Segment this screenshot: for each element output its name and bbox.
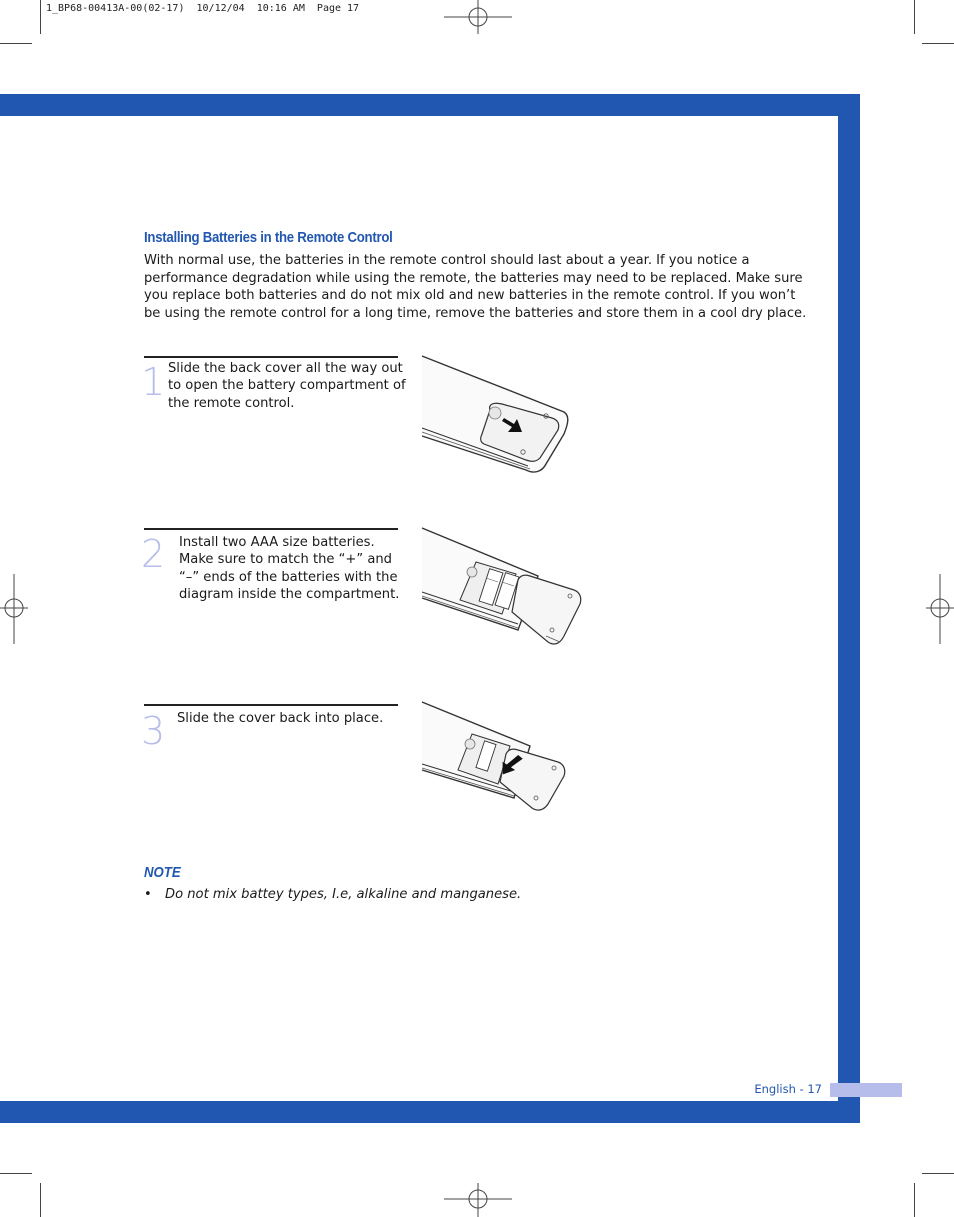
crop-mark-top-right-h bbox=[922, 43, 954, 44]
step-2-number: 2 bbox=[141, 532, 166, 576]
step-1-line-3: the remote control. bbox=[168, 395, 295, 411]
step-2-rule bbox=[144, 528, 398, 530]
crop-mark-bottom-left-h bbox=[0, 1173, 32, 1174]
step-1-number: 1 bbox=[141, 360, 166, 404]
step-2-line-1: Install two AAA size batteries. bbox=[179, 535, 375, 550]
footer-tab bbox=[830, 1083, 902, 1097]
crop-mark-bottom-left-v bbox=[40, 1183, 41, 1217]
note-item-text: Do not mix battey types, I.e, alkaline and manganese. bbox=[165, 887, 522, 902]
step-2-line-2: Make sure to match the “+” and bbox=[179, 552, 392, 568]
section-title: Installing Batteries in the Remote Control bbox=[144, 229, 393, 246]
side-band bbox=[838, 94, 860, 1123]
note-item bbox=[144, 887, 521, 902]
header-band bbox=[0, 94, 860, 116]
step-2-line-3: “–” ends of the batteries with the bbox=[179, 569, 398, 585]
step-1-rule bbox=[144, 356, 398, 358]
registration-mark-top bbox=[444, 0, 512, 36]
step-1-text bbox=[168, 360, 406, 412]
step-1-line-2: to open the battery compartment of bbox=[168, 378, 406, 394]
crop-mark-bottom-right-v bbox=[914, 1183, 915, 1217]
crop-mark-bottom-right-h bbox=[922, 1173, 954, 1174]
remote-back-cover-illustration bbox=[418, 354, 578, 478]
step-1-line-1: Slide the back cover all the way out bbox=[168, 361, 403, 376]
step-3-text bbox=[177, 710, 383, 727]
note-bullet: • bbox=[144, 887, 152, 902]
print-header: 1_BP68-00413A-00(02-17) 10/12/04 10:16 AM Page 17 bbox=[46, 3, 360, 14]
remote-cover-close-illustration bbox=[418, 700, 578, 814]
step-3-rule bbox=[144, 704, 398, 706]
registration-mark-left bbox=[0, 574, 28, 644]
intro-paragraph: With normal use, the batteries in the remote control should last about a year. If you notice a performance degradation while using the remote, the batteries may need to be replaced. Make sure you replace both batteries and do not mix old and new batteries in the remote control. If you won’t be using the remote control for a long time, remove the batteries and store them in a cool dry place. bbox=[144, 253, 807, 321]
step-2-text bbox=[179, 534, 399, 603]
page-number: English - 17 bbox=[754, 1082, 822, 1096]
crop-mark-top-left-v bbox=[40, 0, 41, 34]
step-2-line-4: diagram inside the compartment. bbox=[179, 586, 400, 602]
note-title: NOTE bbox=[144, 864, 181, 881]
registration-mark-right bbox=[926, 574, 954, 644]
step-3-line-1: Slide the cover back into place. bbox=[177, 711, 384, 726]
step-3-number: 3 bbox=[141, 709, 166, 753]
crop-mark-top-left-h bbox=[0, 43, 32, 44]
remote-battery-install-illustration bbox=[418, 526, 588, 650]
footer-band bbox=[0, 1101, 860, 1123]
crop-mark-top-right-v bbox=[914, 0, 915, 34]
registration-mark-bottom bbox=[444, 1183, 512, 1217]
